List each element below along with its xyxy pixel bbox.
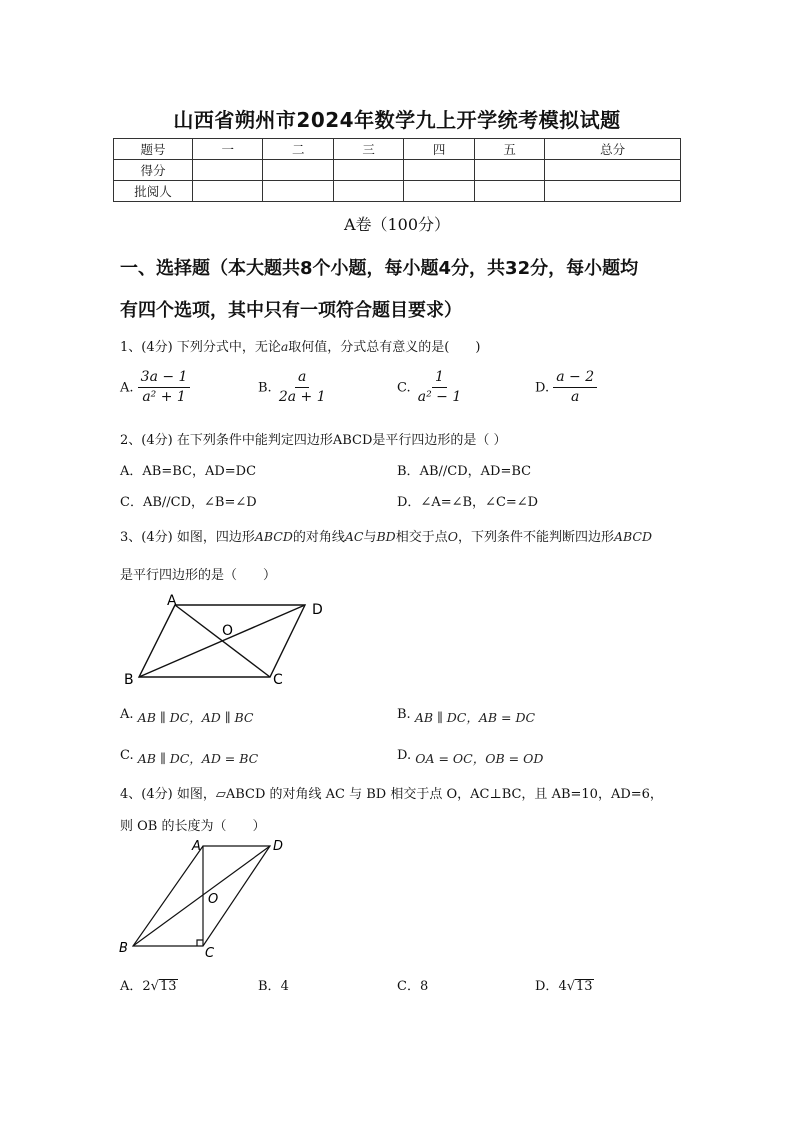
reviewer-cell [474,181,544,202]
reviewer-cell [545,181,681,202]
q3-option-a[interactable]: A. AB ∥ DC，AD ∥ BC [120,707,254,725]
center-label: O [208,892,219,907]
row-label: 得分 [114,160,193,181]
question-3-stem-line2: 是平行四边形的是（ ） [120,568,277,583]
q1-option-b[interactable]: B. $\frac{a}{2a + 1}$ [258,370,329,406]
fraction: $\frac{a}{2a + 1}$ [278,369,326,406]
fraction: $\frac{3a - 1}{\text{a² + 1}}$ [138,370,191,406]
header-cell: 四 [404,139,474,160]
section-heading-line1: 一、选择题（本大题共8个小题，每小题4分，共32分，每小题均 [120,258,639,279]
header-cell: 一 [193,139,263,160]
q2-option-d[interactable]: D．∠A=∠B，∠C=∠D [397,495,539,510]
q3-option-b[interactable]: B. AB ∥ DC，AB = DC [397,707,536,725]
score-row [114,160,681,181]
sqrt-icon: √ [566,979,576,994]
q4-option-d[interactable]: D．4√13 [535,979,593,994]
vertex-label: A [192,839,201,854]
vertex-label: D [312,602,323,618]
center-label: O [222,623,234,639]
reviewer-row [114,181,681,202]
score-table [113,138,681,202]
vertex-label: B [124,672,134,688]
reviewer-cell [404,181,474,202]
q1-option-a[interactable]: A. $\frac{3a - 1}{\text{a² + 1}}$ [120,370,190,406]
header-cell: 三 [333,139,403,160]
q2-option-c[interactable]: C．AB//CD，∠B=∠D [120,495,257,510]
q4-option-c[interactable]: C．8 [397,979,429,994]
q3-parallelogram-figure [115,588,345,693]
score-cell [404,160,474,181]
header-cell: 二 [263,139,333,160]
vertex-label: D [273,839,284,854]
q2-option-a[interactable]: A．AB=BC，AD=DC [120,464,257,479]
fraction: $\frac{a - 2}{a}$ [553,370,597,406]
reviewer-cell [263,181,333,202]
diagonal-bd [133,846,270,946]
reviewer-cell [333,181,403,202]
score-table-header-row [114,139,681,160]
q1-option-d[interactable]: D. $\frac{a - 2}{a}$ [535,370,597,406]
q3-option-d[interactable]: D. OA = OC，OB = OD [397,748,544,766]
score-cell [474,160,544,181]
q1-option-c[interactable]: C. $\frac{1}{\text{a² − 1}}$ [397,370,464,406]
vertex-label: C [273,672,283,688]
section-heading-line2: 有四个选项，其中只有一项符合题目要求） [120,300,462,321]
vertex-label: A [167,593,177,609]
sqrt-icon: √ [150,979,159,994]
right-angle-mark [197,940,203,946]
header-cell: 总分 [545,139,681,160]
question-1-stem: 1、(4分) 下列分式中，无论a取何值，分式总有意义的是( ) [120,339,481,355]
header-cell: 题号 [114,139,193,160]
question-4-stem-line2: 则 OB 的长度为（ ） [120,819,266,834]
row-label: 批阅人 [114,181,193,202]
page-title: 山西省朔州市2024年数学九上开学统考模拟试题 [173,108,621,132]
q4-option-b[interactable]: B．4 [258,979,289,994]
diagonal-bd [139,605,305,677]
question-4-stem: 4、(4分) 如图，▱ABCD 的对角线 AC 与 BD 相交于点 O，AC⊥BC，且 AB=10，AD=6， [120,787,663,802]
question-2-stem: 2、(4分) 在下列条件中能判定四边形ABCD是平行四边形的是（ ） [120,433,507,448]
q3-option-c[interactable]: C. AB ∥ DC，AD = BC [120,748,259,766]
q2-option-b[interactable]: B．AB//CD，AD=BC [397,464,532,479]
fraction: $\frac{1}{\text{a² − 1}}$ [417,369,462,406]
score-cell [193,160,263,181]
score-cell [545,160,681,181]
score-cell [263,160,333,181]
header-cell: 五 [474,139,544,160]
score-cell [333,160,403,181]
question-3-stem: 3、(4分) 如图，四边形ABCD的对角线AC与BD相交于点O，下列条件不能判断四边形ABCD [120,529,653,545]
reviewer-cell [193,181,263,202]
volume-heading: A卷（100分） [343,215,451,234]
q4-parallelogram-figure [115,836,295,962]
vertex-label: B [119,941,128,956]
q4-option-a[interactable]: A．2√13 [120,979,177,994]
vertex-label: C [205,946,215,961]
